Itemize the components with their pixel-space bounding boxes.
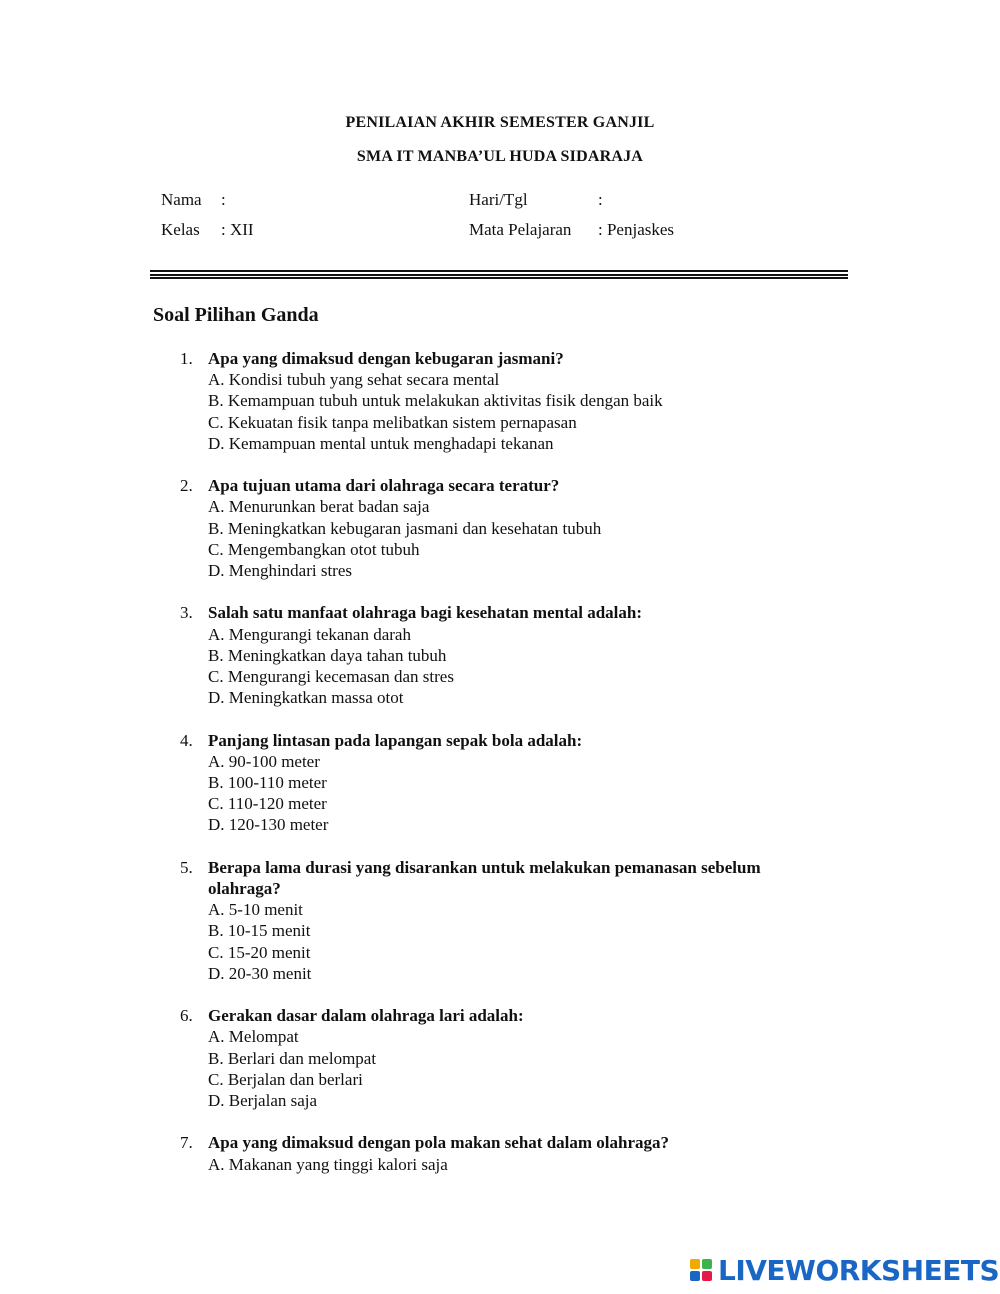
header-divider-bottom xyxy=(150,277,848,279)
question-line: Apa yang dimaksud dengan kebugaran jasmani? xyxy=(208,349,564,368)
question-text xyxy=(180,857,820,878)
question-number: 4. xyxy=(180,730,193,750)
nama-label: Nama xyxy=(161,190,202,209)
answer-option: B. Meningkatkan kebugaran jasmani dan kesehatan tubuh xyxy=(208,518,602,538)
question-item xyxy=(180,348,820,454)
question-text xyxy=(180,475,820,496)
liveworksheets-logo-icon xyxy=(690,1259,712,1281)
question-text xyxy=(180,878,820,899)
answer-option: B. 10-15 menit xyxy=(208,921,311,941)
answer-option: D. Kemampuan mental untuk menghadapi tekanan xyxy=(208,433,554,453)
question-line: Salah satu manfaat olahraga bagi kesehatan mental adalah: xyxy=(208,603,643,623)
question-line: Berapa lama durasi yang disarankan untuk melakukan pemanasan sebelum xyxy=(208,857,761,877)
answer-option: A. Makanan yang tinggi kalori saja xyxy=(208,1154,448,1174)
question-item xyxy=(180,602,820,708)
header-divider-middle xyxy=(150,274,848,276)
answer-option: A. Kondisi tubuh yang sehat secara mental xyxy=(208,370,500,390)
question-item xyxy=(180,730,820,836)
mapel-value: : Penjaskes xyxy=(598,220,675,239)
question-number: 5. xyxy=(180,857,193,877)
question-number: 2. xyxy=(180,476,193,496)
answer-option: B. 100-110 meter xyxy=(208,773,327,793)
logo-square xyxy=(702,1271,712,1281)
question-text xyxy=(180,348,820,369)
answer-option: B. Meningkatkan daya tahan tubuh xyxy=(208,645,447,665)
question-text xyxy=(180,730,820,751)
question-line: olahraga? xyxy=(208,879,281,899)
question-item xyxy=(180,1005,820,1111)
answer-option: A. 5-10 menit xyxy=(208,900,303,920)
question-number: 7. xyxy=(180,1133,193,1153)
school-name: SMA IT MANBA’UL HUDA SIDARAJA xyxy=(356,148,644,165)
answer-option: C. 15-20 menit xyxy=(208,942,311,962)
answer-option: B. Berlari dan melompat xyxy=(208,1048,377,1068)
answer-option: D. 120-130 meter xyxy=(208,815,329,835)
answer-option: D. Meningkatkan massa otot xyxy=(208,688,404,708)
header-divider-top xyxy=(150,270,848,272)
mapel-label: Mata Pelajaran xyxy=(469,220,572,239)
answer-option: D. Menghindari stres xyxy=(208,561,353,581)
answer-option: C. Mengembangkan otot tubuh xyxy=(208,539,420,559)
question-line: Apa yang dimaksud dengan pola makan sehat dalam olahraga? xyxy=(208,1133,670,1153)
kelas-label: Kelas xyxy=(161,220,200,239)
question-number: 1. xyxy=(180,349,193,368)
question-line: Apa tujuan utama dari olahraga secara teratur? xyxy=(208,476,560,496)
answer-option: C. Berjalan dan berlari xyxy=(208,1069,363,1089)
question-text xyxy=(180,1005,820,1026)
hari-value: : xyxy=(598,190,603,209)
exam-title: PENILAIAN AKHIR SEMESTER GANJIL xyxy=(345,114,655,131)
answer-option: D. 20-30 menit xyxy=(208,963,312,983)
hari-label: Hari/Tgl xyxy=(469,190,528,209)
answer-option: C. Mengurangi kecemasan dan stres xyxy=(208,667,454,687)
question-line: Gerakan dasar dalam olahraga lari adalah: xyxy=(208,1006,524,1026)
answer-option: B. Kemampuan tubuh untuk melakukan aktivitas fisik dengan baik xyxy=(208,391,663,411)
answer-option: A. Mengurangi tekanan darah xyxy=(208,624,411,644)
watermark-text: LIVEWORKSHEETS xyxy=(718,1253,1000,1287)
question-list xyxy=(180,348,820,1196)
answer-option: A. Melompat xyxy=(208,1027,299,1047)
answer-option: A. 90-100 meter xyxy=(208,751,320,771)
question-text xyxy=(180,1132,820,1153)
logo-square xyxy=(690,1271,700,1281)
kelas-value: : XII xyxy=(221,220,254,239)
answer-option: D. Berjalan saja xyxy=(208,1091,318,1111)
watermark xyxy=(690,1252,999,1288)
answer-option: C. 110-120 meter xyxy=(208,794,327,814)
question-text xyxy=(180,602,820,623)
question-number: 3. xyxy=(180,603,193,623)
question-line: Panjang lintasan pada lapangan sepak bola adalah: xyxy=(208,730,583,750)
answer-option: C. Kekuatan fisik tanpa melibatkan sistem pernapasan xyxy=(208,412,577,432)
answer-option: A. Menurunkan berat badan saja xyxy=(208,497,430,517)
section-title: Soal Pilihan Ganda xyxy=(153,304,319,326)
logo-square xyxy=(702,1259,712,1269)
question-item xyxy=(180,857,820,984)
question-number: 6. xyxy=(180,1006,193,1026)
question-item xyxy=(180,475,820,581)
question-item xyxy=(180,1132,820,1174)
nama-value: : xyxy=(221,190,226,209)
logo-square xyxy=(690,1259,700,1269)
